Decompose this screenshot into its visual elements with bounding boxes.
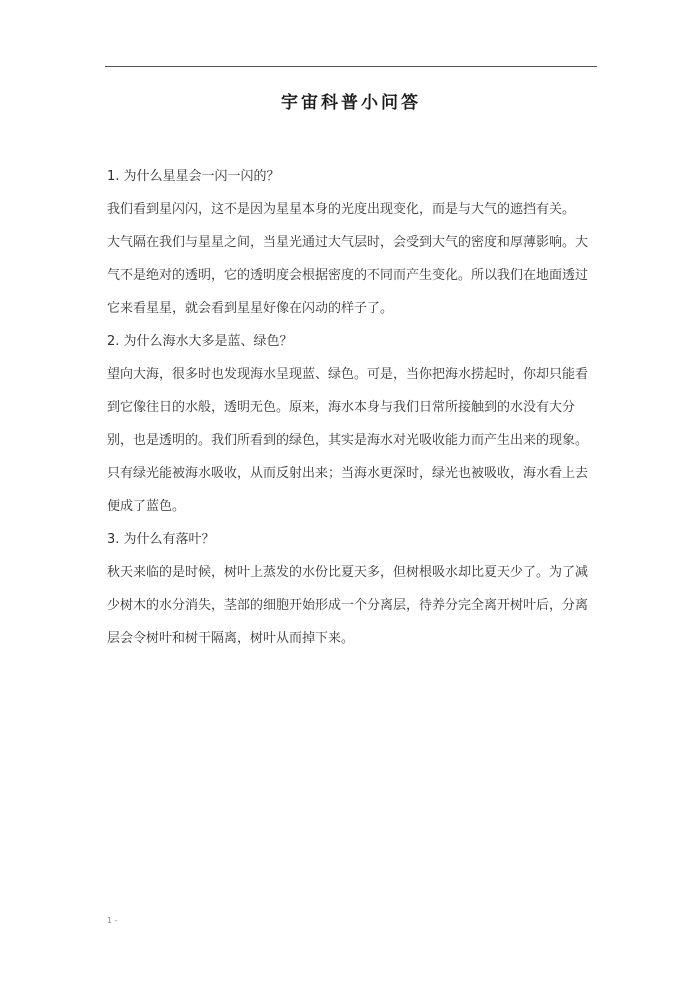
answer-2-paragraph-1: 望向大海，很多时也发现海水呈现蓝、绿色。可是，当你把海水捞起时，你却只能看到它像往日的水般，透明无色。原来，海水本身与我们日常所接触到的水没有大分别，也是透明的。我们所看到的绿色，其实是海水对光吸收能力而产生出来的现象。只有绿光能被海水吸收，从而反射出来；当海水更深时，绿光也被吸收，海水看上去便成了蓝色。 — [107, 367, 589, 514]
header-rule — [105, 66, 597, 67]
answer-1-paragraph-2: 大气隔在我们与星星之间，当星光通过大气层时，会受到大气的密度和厚薄影响。大气不是绝对的透明，它的透明度会根据密度的不同而产生变化。所以我们在地面透过它来看星星，就会看到星星好像在闪动的样子了。 — [107, 235, 589, 316]
question-2: 2. 为什么海水大多是蓝、绿色？ — [107, 334, 293, 349]
document-body — [107, 160, 597, 655]
question-1: 1. 为什么星星会一闪一闪的？ — [107, 169, 280, 184]
document-title: 宇宙科普小问答 — [281, 93, 421, 113]
answer-1-paragraph-1: 我们看到星闪闪，这不是因为星星本身的光度出现变化，而是与大气的遮挡有关。 — [107, 202, 576, 217]
page-footer-mark: 1 - — [107, 916, 118, 925]
answer-3-paragraph-1: 秋天来临的是时候，树叶上蒸发的水份比夏天多，但树根吸水却比夏天少了。为了减少树木的水分消失，茎部的细胞开始形成一个分离层，待养分完全离开树叶后，分离层会令树叶和树干隔离，树叶从而掉下来。 — [107, 565, 589, 646]
question-3: 3. 为什么有落叶？ — [107, 532, 215, 547]
